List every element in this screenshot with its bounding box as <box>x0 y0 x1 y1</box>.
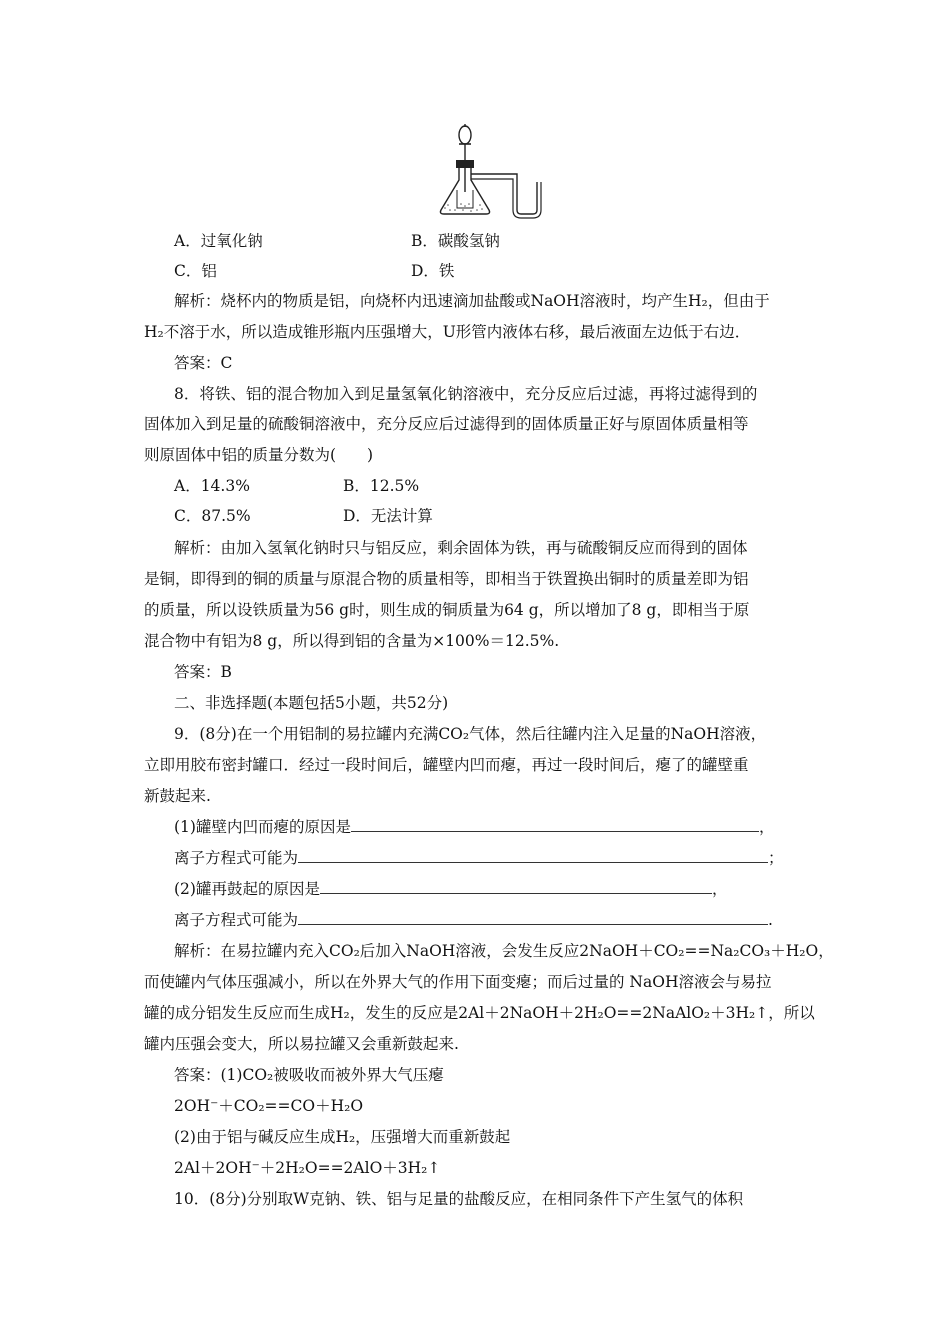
answer-blank[interactable] <box>298 910 768 925</box>
q9-part1-label: (1)罐壁内凹而瘪的原因是 <box>174 818 351 836</box>
q9-analysis-line: 而使罐内气体压强减小，所以在外界大气的作用下面变瘪；而后过量的 NaOH溶液会与易拉 <box>144 973 772 991</box>
q9-part2 <box>174 879 727 899</box>
q7-analysis-line: 解析：烧杯内的物质是铝，向烧杯内迅速滴加盐酸或NaOH溶液时，均产生H₂，但由于 <box>174 292 770 310</box>
q9-stem-line: 9．(8分)在一个用铝制的易拉罐内充满CO₂气体，然后往罐内注入足量的NaOH溶液， <box>174 725 767 743</box>
q8-analysis-line: 是铜，即得到的铜的质量与原混合物的质量相等，即相当于铁置换出铜时的质量差即为铝 <box>144 570 749 588</box>
q8-answer: 答案：B <box>174 663 232 681</box>
apparatus-figure <box>435 124 545 219</box>
q7-option-c: C．铝 <box>174 262 217 280</box>
q9-eq-label: 离子方程式可能为 <box>174 849 299 867</box>
q8-stem-line: 8．将铁、铝的混合物加入到足量氢氧化钠溶液中，充分反应后过滤，再将过滤得到的 <box>174 385 758 403</box>
q9-eq-label: 离子方程式可能为 <box>174 911 299 929</box>
section-heading: 二、非选择题(本题包括5小题，共52分) <box>174 694 449 712</box>
q8-analysis-line: 混合物中有铝为8 g，所以得到铝的含量为×100%＝12.5%. <box>144 632 560 650</box>
q9-stem-line: 立即用胶布密封罐口．经过一段时间后，罐壁内凹而瘪，再过一段时间后，瘪了的罐壁重 <box>144 756 749 774</box>
answer-blank[interactable] <box>320 879 712 894</box>
answer-blank[interactable] <box>298 848 768 863</box>
q8-analysis-line: 的质量，所以设铁质量为56 g时，则生成的铜质量为64 g，所以增加了8 g，即相当于原 <box>144 601 750 619</box>
q8-option-b: B．12.5% <box>343 477 420 495</box>
punct: ； <box>768 849 784 867</box>
q7-option-a: A．过氧化钠 <box>174 232 263 250</box>
punct: ， <box>711 880 728 898</box>
q9-part1-equation <box>174 848 784 868</box>
q9-answer-line: 2Al＋2OH⁻＋2H₂O==2AlO＋3H₂↑ <box>174 1159 441 1177</box>
q9-part2-equation <box>174 910 773 930</box>
q7-option-b: B．碳酸氢钠 <box>411 232 500 250</box>
q9-answer-line: 答案：(1)CO₂被吸收而被外界大气压瘪 <box>174 1066 444 1084</box>
punct: . <box>768 911 773 929</box>
q9-answer-line: (2)由于铝与碱反应生成H₂，压强增大而重新鼓起 <box>174 1128 511 1146</box>
q8-stem-line: 则原固体中铝的质量分数为( ) <box>144 446 374 464</box>
answer-blank[interactable] <box>351 817 759 832</box>
q9-stem-line: 新鼓起来. <box>144 787 211 805</box>
q9-part2-label: (2)罐再鼓起的原因是 <box>174 880 320 898</box>
q9-answer-line: 2OH⁻＋CO₂==CO＋H₂O <box>174 1097 364 1115</box>
q8-option-c: C．87.5% <box>174 507 251 525</box>
punct: ， <box>758 818 775 836</box>
q8-option-a: A．14.3% <box>174 477 250 495</box>
q8-stem-line: 固体加入到足量的硫酸铜溶液中，充分反应后过滤得到的固体质量正好与原固体质量相等 <box>144 415 749 433</box>
q10-stem-line: 10．(8分)分别取W克钠、铁、铝与足量的盐酸反应，在相同条件下产生氢气的体积 <box>174 1190 744 1208</box>
q8-analysis-line: 解析：由加入氢氧化钠时只与铝反应，剩余固体为铁，再与硫酸铜反应而得到的固体 <box>174 539 748 557</box>
q9-part1 <box>174 817 774 837</box>
q9-analysis-line: 罐的成分铝发生反应而生成H₂，发生的反应是2Al＋2NaOH＋2H₂O==2NaAlO₂＋3H₂↑，所以 <box>144 1004 815 1022</box>
q9-analysis-line: 解析：在易拉罐内充入CO₂后加入NaOH溶液，会发生反应2NaOH＋CO₂==Na₂CO₃＋H₂O， <box>174 942 834 960</box>
q7-analysis-line: H₂不溶于水，所以造成锥形瓶内压强增大，U形管内液体右移，最后液面左边低于右边． <box>144 323 751 341</box>
q8-option-d: D．无法计算 <box>343 507 433 525</box>
q7-option-d: D．铁 <box>411 262 455 280</box>
q9-analysis-line: 罐内压强会变大，所以易拉罐又会重新鼓起来. <box>144 1035 459 1053</box>
q7-answer: 答案：C <box>174 354 233 372</box>
